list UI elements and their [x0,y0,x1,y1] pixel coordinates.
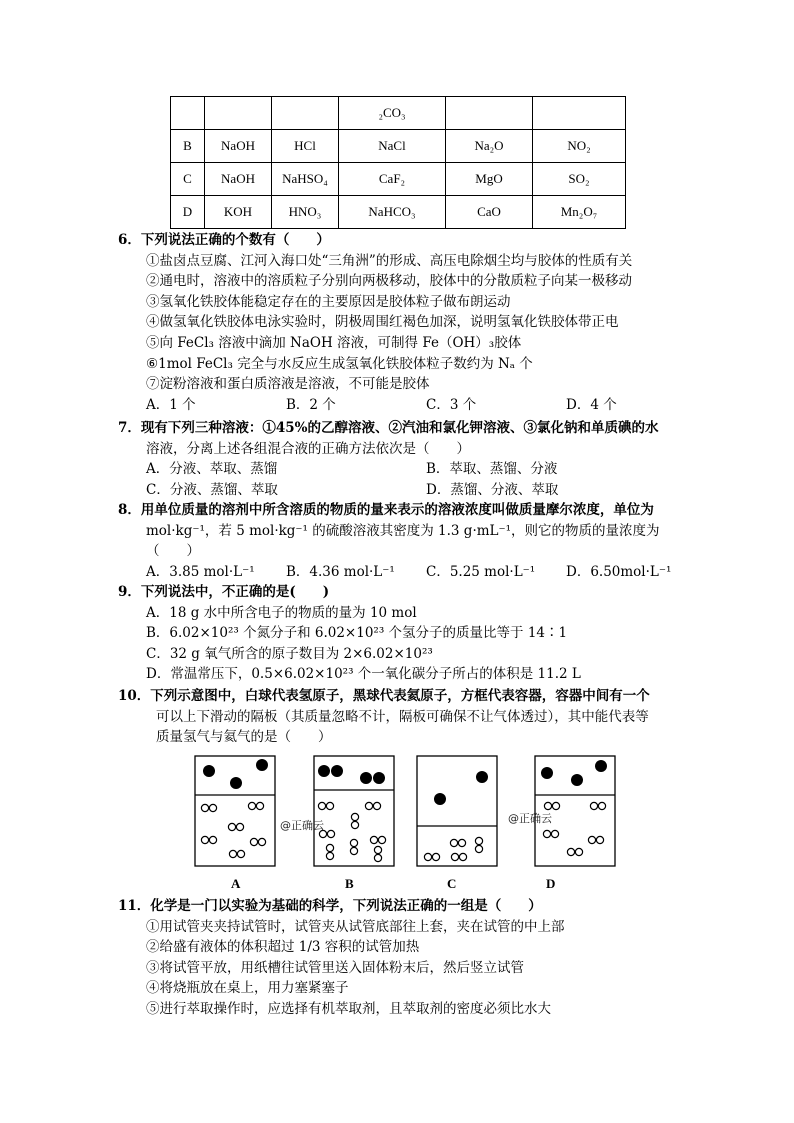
hydrogen-molecule [351,813,358,828]
option-a: A．18 g 水中所含电子的物质的量为 10 mol [146,604,417,621]
helium-atom [595,760,607,772]
option-b: B．2 个 [286,396,336,413]
helium-atom [571,774,583,786]
hydrogen-molecule [350,839,357,854]
helium-atom [230,777,242,789]
table-cell: NaHSO₄ [272,163,339,196]
helium-atom [203,765,215,777]
option-d: D．4 个 [566,396,617,413]
question-stem: 6．下列说法正确的个数有（ ） [118,232,330,248]
hydrogen-molecule [326,844,333,859]
option-b: B．4.36 mol·L⁻¹ [286,563,395,580]
table-cell: NaCl [339,130,446,163]
diagram-label-a: A [231,876,241,891]
option-a: A．分液、萃取、蒸馏 [146,461,278,478]
hydrogen-molecule [588,836,603,843]
container-b [314,756,394,866]
table-cell: ₂CO₃ [339,97,446,130]
helium-atom [318,765,330,777]
hydrogen-molecule [365,802,380,809]
table-cell: HNO₃ [272,196,339,229]
hydrogen-molecule [318,802,333,809]
question-stem: 9．下列说法中，不正确的是( ) [118,584,330,600]
diagram-label-d: D [546,876,556,891]
watermark: @正确云 [508,812,552,825]
question-stem-cont: 溶液，分离上述各组混合液的正确方法依次是（ ） [146,440,470,457]
statement-item: ⑤向 FeCl₃ 溶液中滴加 NaOH 溶液，可制得 Fe（OH）₃胶体 [146,334,522,351]
statement-item: ②给盛有液体的体积超过 1/3 容积的试管加热 [146,939,420,956]
table-cell: HCl [272,130,339,163]
statement-item: ⑥1mol FeCl₃ 完全与水反应生成氢氧化铁胶体粒子数约为 Nₐ 个 [146,355,533,372]
hydrogen-molecule [424,853,439,860]
table-cell: Mn₂O₇ [533,196,626,229]
option-a: A．3.85 mol·L⁻¹ [146,563,255,580]
option-b: B．6.02×10²³ 个氮分子和 6.02×10²³ 个氢分子的质量比等于 14∶1 [146,625,568,642]
table-cell: D [171,196,205,229]
diagram-label-b: B [345,876,354,891]
statement-item: ⑦淀粉溶液和蛋白质溶液是溶液，不可能是胶体 [146,376,430,393]
question-stem: 7．现有下列三种溶液：①45%的乙醇溶液、②汽油和氯化钾溶液、③氯化钠和单质碘的水 [118,420,659,436]
hydrogen-molecule [201,804,216,811]
helium-atom [331,765,343,777]
question-stem: 11．化学是一门以实验为基础的科学，下列说法正确的一组是（ ） [118,898,542,914]
question-stem-cont: 质量氢气与氦气的是（ ） [156,729,332,746]
option-c: C．3 个 [426,396,477,413]
hydrogen-molecule [201,836,216,843]
hydrogen-molecule [590,802,605,809]
question-11 [118,896,678,1020]
option-c: C．5.25 mol·L⁻¹ [426,563,536,580]
hydrogen-molecule [228,823,243,830]
option-d: D．常温常压下，0.5×6.02×10²³ 个一氧化碳分子所占的体积是 11.2 L [146,666,581,683]
hydrogen-molecule [567,848,582,855]
helium-atom [541,767,553,779]
statement-item: ③将试管平放，用纸槽往试管里送入固体粉末后，然后竖立试管 [146,959,524,976]
helium-atom [256,759,268,771]
hydrogen-molecule [450,839,465,846]
table-cell: C [171,163,205,196]
table-cell: B [171,130,205,163]
statement-item: ④做氢氧化铁胶体电泳实验时，阴极周围红褐色加深，说明氢氧化铁胶体带正电 [146,314,619,331]
option-d: D．6.50mol·L⁻¹ [566,563,672,580]
helium-atom [476,771,488,783]
question-stem-cont: mol·kg⁻¹，若 5 mol·kg⁻¹ 的硫酸溶液其密度为 1.3 g·mL⁻¹，则它的物质的量浓度为 [146,522,660,539]
statement-item: ①盐卤点豆腐、江河入海口处“三角洲”的形成、高压电除烟尘均与胶体的性质有关 [146,252,633,269]
table-cell: NaHCO₃ [339,196,446,229]
option-b: B．萃取、蒸馏、分液 [426,461,558,478]
question-stem: 10．下列示意图中，白球代表氢原子，黑球代表氦原子，方框代表容器，容器中间有一个 [118,688,650,704]
table-cell: SO₂ [533,163,626,196]
statement-item: ③氢氧化铁胶体能稳定存在的主要原因是胶体粒子做布朗运动 [146,293,511,310]
hydrogen-molecule [544,802,559,809]
question-stem-cont: （ ） [146,543,200,560]
hydrogen-molecule [475,837,482,852]
helium-atom [360,772,372,784]
container-c [417,756,497,866]
hydrogen-molecule [451,853,466,860]
container-a [195,756,275,866]
hydrogen-molecule [543,830,558,837]
helium-atom [373,772,385,784]
table-cell: MgO [446,163,533,196]
hydrogen-molecule [374,846,381,861]
hydrogen-molecule [229,850,244,857]
hydrogen-molecule [250,838,265,845]
diagram-label-c: C [447,876,457,891]
watermark: @正确云 [280,819,324,832]
table-cell: NO₂ [533,130,626,163]
statement-item: ⑤进行萃取操作时，应选择有机萃取剂，且萃取剂的密度必须比水大 [146,1000,551,1017]
option-c: C．32 g 氧气所含的原子数目为 2×6.02×10²³ [146,645,433,662]
table-cell: NaOH [205,163,272,196]
table-cell: Na₂O [446,130,533,163]
table-cell: CaO [446,196,533,229]
table-cell: NaOH [205,130,272,163]
option-a: A．1 个 [146,396,196,413]
hydrogen-molecule [370,836,385,843]
table-cell: KOH [205,196,272,229]
option-c: C．分液、蒸馏、萃取 [146,481,278,498]
hydrogen-molecule [248,802,263,809]
option-d: D．蒸馏、分液、萃取 [426,481,559,498]
question-stem: 8．用单位质量的溶剂中所含溶质的物质的量来表示的溶液浓度叫做质量摩尔浓度，单位为 [118,502,654,518]
question-stem-cont: 可以上下滑动的隔板（其质量忽略不计，隔板可确保不让气体透过），其中能代表等 [156,708,649,725]
helium-atom [434,793,446,805]
statement-item: ②通电时，溶液中的溶质粒子分别向两极移动，胶体中的分散质粒子向某一极移动 [146,273,632,290]
statement-item: ①用试管夹夹持试管时，试管夹从试管底部往上套，夹在试管的中上部 [146,918,565,935]
statement-item: ④将烧瓶放在桌上，用力塞紧塞子 [146,980,349,997]
table-cell: CaF₂ [339,163,446,196]
